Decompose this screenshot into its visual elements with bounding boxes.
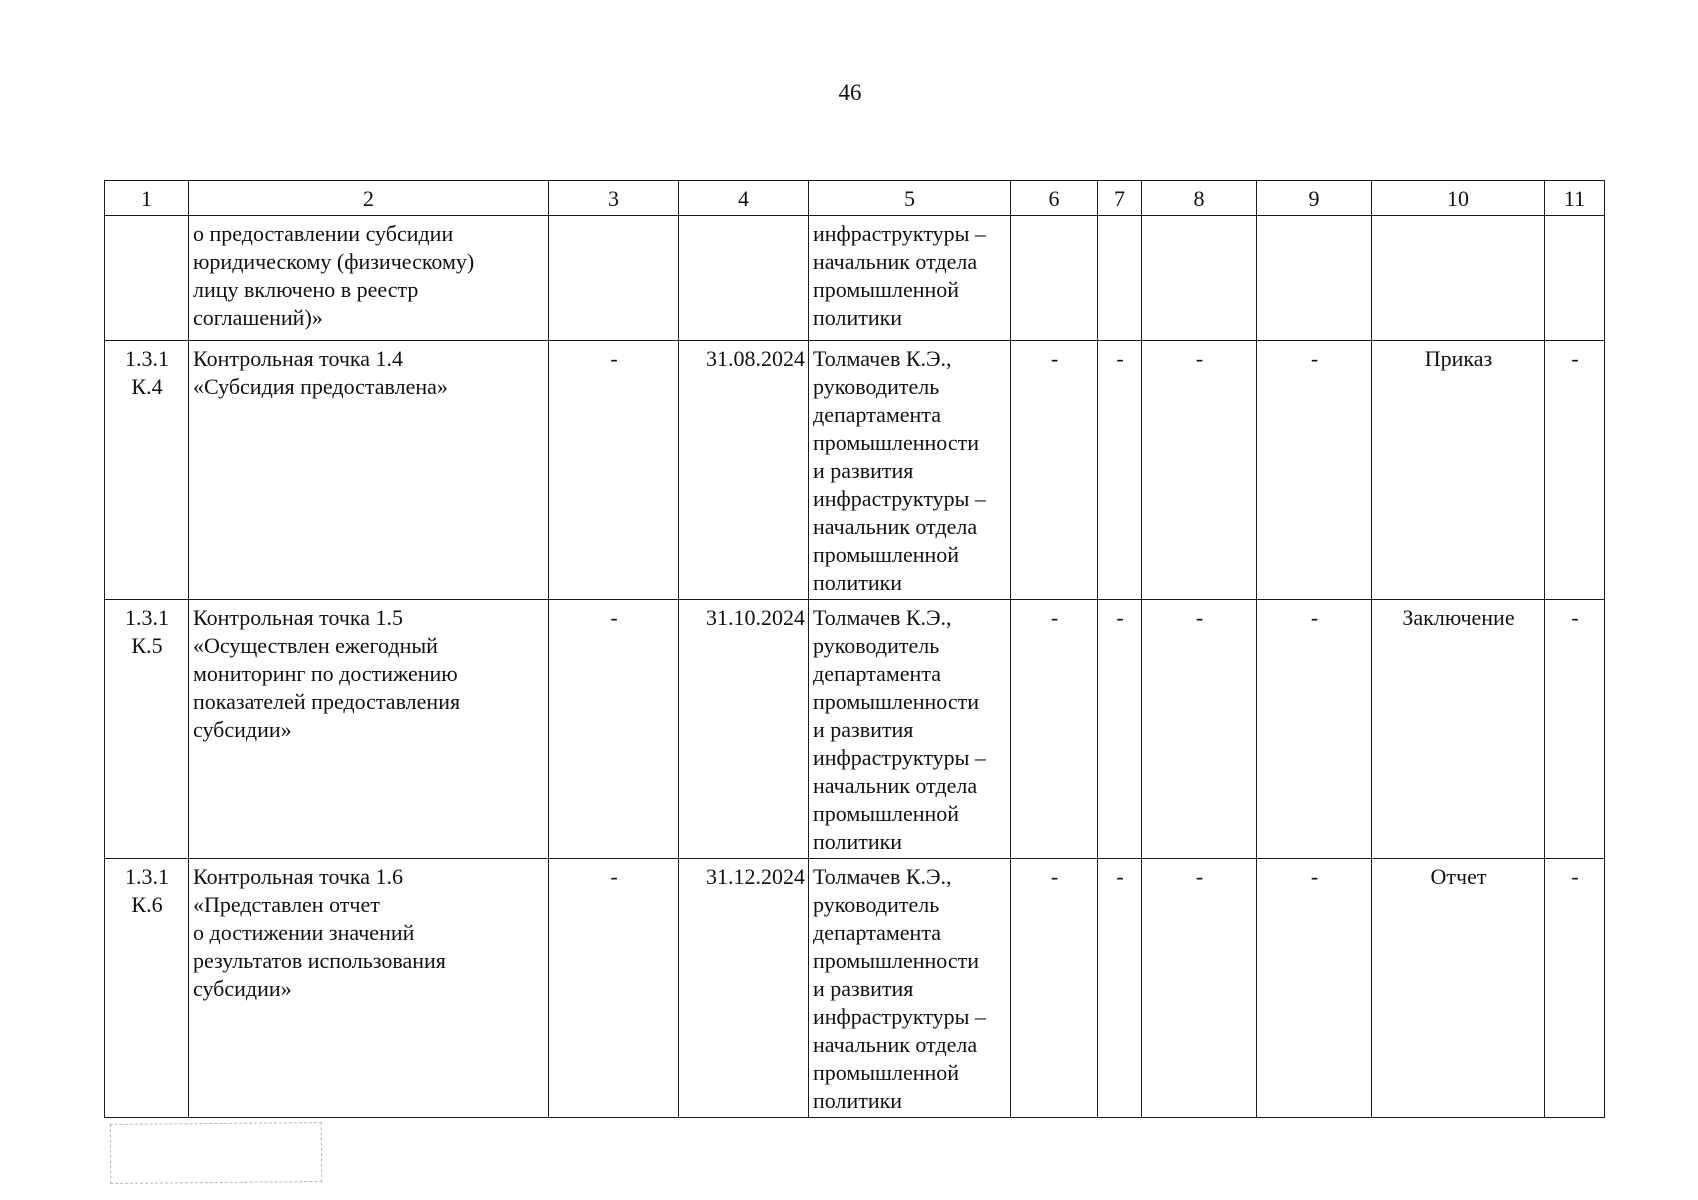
table-cell — [1142, 216, 1257, 341]
control-point-title: Контрольная точка 1.6 «Представлен отчет о достижении значений результатов использования субсидии» — [189, 859, 549, 1118]
table-cell: - — [1257, 600, 1372, 859]
table-cell: - — [1011, 341, 1098, 600]
table-cell — [105, 216, 189, 341]
deadline-date: 31.12.2024 — [679, 859, 809, 1118]
table-cell: - — [1098, 600, 1142, 859]
table-cell: - — [1098, 859, 1142, 1118]
table-cell: - — [1011, 600, 1098, 859]
control-point-title: Контрольная точка 1.4 «Субсидия предоставлена» — [189, 341, 549, 600]
table-cell: - — [549, 859, 679, 1118]
document-type: Отчет — [1372, 859, 1545, 1118]
table-cell: - — [1142, 600, 1257, 859]
table-row — [105, 341, 1605, 600]
table-cell — [1098, 216, 1142, 341]
column-header: 1 — [105, 181, 189, 216]
table-cell: - — [1257, 341, 1372, 600]
table-row — [105, 216, 1605, 341]
table-cell — [679, 216, 809, 341]
responsible-person: Толмачев К.Э., руководитель департамента промышленности и развития инфраструктуры – начальник отдела промышленной политики — [809, 859, 1011, 1118]
page-number: 46 — [838, 80, 862, 105]
table-cell: - — [1142, 859, 1257, 1118]
column-header: 3 — [549, 181, 679, 216]
table-cell — [549, 216, 679, 341]
schedule-table — [104, 180, 1605, 1118]
table-header-row — [105, 181, 1605, 216]
column-header: 8 — [1142, 181, 1257, 216]
deadline-date: 31.08.2024 — [679, 341, 809, 600]
continued-responsible: инфраструктуры – начальник отдела промышленной политики — [809, 216, 1011, 341]
continued-description: о предоставлении субсидии юридическому (физическому) лицу включено в реестр соглашений)» — [189, 216, 549, 341]
column-header: 5 — [809, 181, 1011, 216]
table-row — [105, 600, 1605, 859]
table-cell: - — [1545, 341, 1605, 600]
table-cell — [1372, 216, 1545, 341]
column-header: 9 — [1257, 181, 1372, 216]
column-header: 11 — [1545, 181, 1605, 216]
column-header: 4 — [679, 181, 809, 216]
document-type: Заключение — [1372, 600, 1545, 859]
table-cell: - — [1257, 859, 1372, 1118]
table-cell: - — [1011, 859, 1098, 1118]
table-cell: - — [549, 600, 679, 859]
row-number: 1.3.1 К.4 — [105, 341, 189, 600]
table-cell: - — [1142, 341, 1257, 600]
responsible-person: Толмачев К.Э., руководитель департамента промышленности и развития инфраструктуры – начальник отдела промышленной политики — [809, 600, 1011, 859]
column-header: 6 — [1011, 181, 1098, 216]
table-row — [105, 859, 1605, 1118]
faded-stamp — [110, 1122, 323, 1184]
responsible-person: Толмачев К.Э., руководитель департамента промышленности и развития инфраструктуры – начальник отдела промышленной политики — [809, 341, 1011, 600]
row-number: 1.3.1 К.6 — [105, 859, 189, 1118]
deadline-date: 31.10.2024 — [679, 600, 809, 859]
column-header: 10 — [1372, 181, 1545, 216]
control-point-title: Контрольная точка 1.5 «Осуществлен ежегодный мониторинг по достижению показателей предоставления субсидии» — [189, 600, 549, 859]
column-header: 2 — [189, 181, 549, 216]
table-cell: - — [1545, 600, 1605, 859]
document-type: Приказ — [1372, 341, 1545, 600]
row-number: 1.3.1 К.5 — [105, 600, 189, 859]
table-cell: - — [1098, 341, 1142, 600]
table-cell — [1257, 216, 1372, 341]
table-cell — [1011, 216, 1098, 341]
table-cell: - — [549, 341, 679, 600]
table-cell: - — [1545, 859, 1605, 1118]
table-cell — [1545, 216, 1605, 341]
column-header: 7 — [1098, 181, 1142, 216]
